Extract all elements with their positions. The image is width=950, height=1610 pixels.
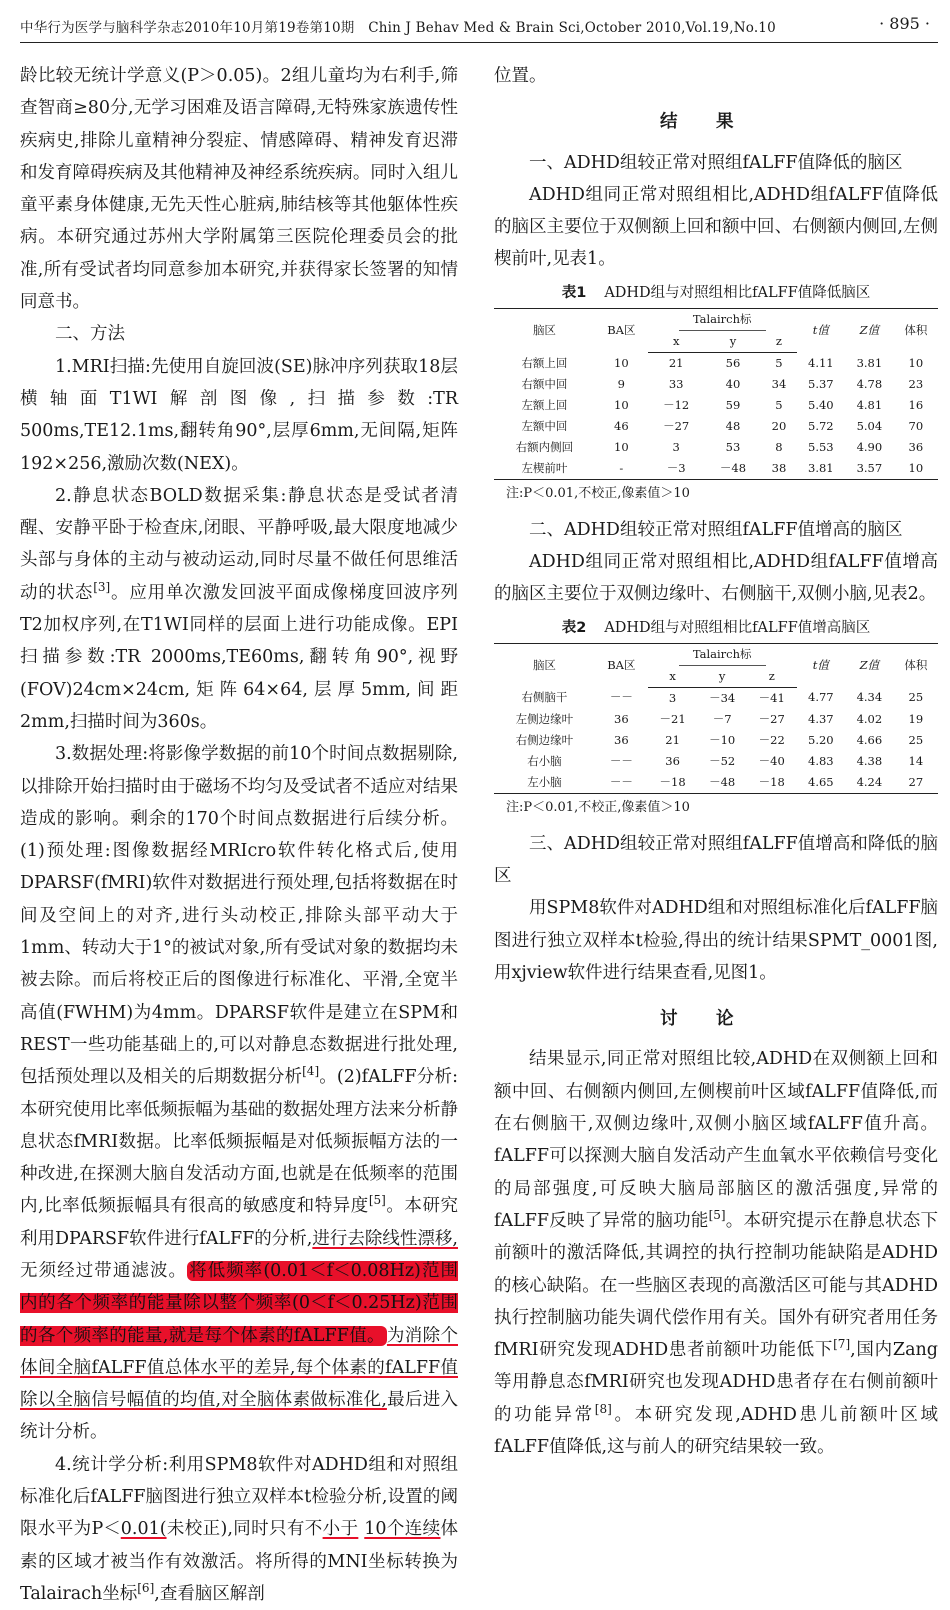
- table-row: [494, 374, 938, 395]
- table-cell: －52: [709, 753, 736, 768]
- table-cell: －34: [709, 690, 736, 705]
- paragraph-bold: 2.静息状态BOLD数据采集:静息状态是受试者清醒、安静平卧于检查床,闭眼、平静呼吸,最大限度地减少头部与身体的主动与被动运动,同时尽量不做任何思维活动的状态[3]。应用单次激发回波平面成像梯度回波序列T2加权序列,在T1WI同样的层面上进行功能成像。EPI扫描参数:TR 2000ms,TE60ms,翻转角90°,视野(FOV)24cm×24cm,矩阵64×64,层厚5mm,间距2mm,扫描时间为360s。: [20, 485, 458, 732]
- table-header: x: [648, 331, 705, 353]
- table-1: [494, 308, 938, 480]
- table-cell: 25: [908, 732, 924, 747]
- table-cell: 20: [771, 418, 787, 433]
- table-cell: 56: [725, 355, 741, 370]
- table-cell: 38: [761, 458, 796, 480]
- table-row: [494, 687, 938, 709]
- table-cell: 3: [672, 439, 680, 454]
- table-cell: 34: [771, 376, 787, 391]
- table-header: 脑区: [494, 643, 595, 687]
- page-number: · 895 ·: [879, 14, 930, 33]
- table-cell: 4.11: [808, 355, 834, 370]
- table-header: 体积: [894, 308, 938, 352]
- table-row: [494, 437, 938, 458]
- table-cell: 10: [614, 397, 629, 412]
- table-cell: －12: [663, 397, 690, 412]
- table-cell: 10: [614, 355, 629, 370]
- citation-ref: [3]: [93, 579, 111, 594]
- table-cell: 5.20: [808, 732, 834, 747]
- results-subheading-1: 一、ADHD组较正常对照组fALFF值降低的脑区: [529, 152, 903, 173]
- table-header: 脑区: [494, 308, 595, 352]
- table-row: [494, 395, 938, 416]
- highlight-underline: 为消除个体间全脑fALFF值总体水平的差异,每个体素的fALFF值除以全脑信号幅值的均值,对全脑体素做标准化,: [20, 1325, 458, 1411]
- table-cell: 40: [725, 376, 741, 391]
- table-cell: 4.90: [856, 439, 883, 454]
- table-cell: 右侧脑干: [521, 690, 568, 705]
- highlight-underline: 小于: [322, 1519, 359, 1540]
- table-cell: －－: [609, 753, 633, 768]
- left-column: [20, 60, 458, 1610]
- table-cell: 左额中回: [521, 418, 568, 433]
- table-cell: －3: [648, 458, 705, 480]
- table-2: [494, 643, 938, 794]
- table-cell: 36: [665, 753, 680, 768]
- highlight-marker: 将低频率(0.01＜f＜0.08Hz)范围内的各个频率的能量除以整个频率(0＜f＜0.25Hz)范围的各个频率的能量,就是每个体素的fALFF值。: [20, 1260, 459, 1346]
- table-cell: 4.83: [808, 753, 834, 768]
- table-cell: －7: [712, 711, 732, 726]
- table-row: [494, 751, 938, 772]
- citation-ref: [6]: [137, 1581, 155, 1596]
- table-row: [494, 772, 938, 794]
- table2-body: [494, 687, 938, 793]
- methods-heading: 二、方法: [55, 324, 125, 345]
- table-header: BA区: [595, 308, 648, 352]
- running-header: [20, 8, 938, 43]
- table-cell: 53: [725, 439, 741, 454]
- table-row: [494, 416, 938, 437]
- paragraph-subjects: 龄比较无统计学意义(P＞0.05)。2组儿童均为右利手,筛查智商≥80分,无学习困难及语言障碍,无特殊家族遗传性疾病史,排除儿童精神分裂症、情感障碍、精神发育迟滞和发育障碍疾病及其他精神及神经系统疾病。同时入组儿童平素身体健康,无先天性心脏病,肺结核等其他躯体性疾病。本研究通过苏州大学附属第三医院伦理委员会的批准,所有受试者均同意参加本研究,并获得家长签署的知情同意书。: [20, 66, 458, 313]
- highlight-underline: 0.01(: [120, 1519, 167, 1540]
- table-cell: 59: [725, 397, 741, 412]
- table-cell: 5.72: [808, 418, 834, 433]
- table-cell: 左小脑: [494, 772, 595, 794]
- table-cell: 33: [668, 376, 684, 391]
- table-cell: 3.81: [856, 355, 883, 370]
- table-cell: 4.81: [856, 397, 883, 412]
- table-cell: 27: [894, 772, 938, 794]
- table-cell: 4.66: [856, 732, 883, 747]
- table-cell: 左侧边缘叶: [515, 711, 574, 726]
- results-subheading-2: 二、ADHD组较正常对照组fALFF值增高的脑区: [529, 519, 903, 540]
- table-cell: 右额上回: [521, 355, 568, 370]
- table2-caption: 表2 ADHD组与对照组相比fALFF值增高脑区: [561, 619, 871, 636]
- results-subheading-3: 三、ADHD组较正常对照组fALFF值增高和降低的脑区: [494, 833, 938, 886]
- table-cell: 9: [617, 376, 625, 391]
- table-cell: 左楔前叶: [494, 458, 595, 480]
- table-cell: 36: [908, 439, 924, 454]
- table-cell: 23: [908, 376, 924, 391]
- citation-ref: [5]: [708, 1208, 726, 1223]
- highlight-underline: 进行去除线性漂移,: [312, 1228, 458, 1249]
- table-header: t值: [797, 643, 846, 687]
- table2-note: 注:P＜0.01,不校正,像素值＞10: [506, 799, 690, 815]
- table-cell: 5: [775, 355, 783, 370]
- table-cell: 5.04: [856, 418, 883, 433]
- table-cell: 10: [894, 458, 938, 480]
- results-heading: 结果: [660, 112, 772, 133]
- table-cell: 3.57: [845, 458, 894, 480]
- table-cell: 10: [614, 439, 629, 454]
- table-cell: －21: [659, 711, 686, 726]
- paragraph-data-processing: 3.数据处理:将影像学数据的前10个时间点数据剔除,以排除开始扫描时由于磁场不均匀及受试者不适应对结果造成的影响。剩余的170个时间点数据进行后续分析。(1)预处理:图像数据经MRIcro软件转化格式后,使用DPARSF(fMRI)软件对数据进行预处理,包括将数据在时间及空间上的对齐,进行头动校正,排除头部平动大于1mm、转动大于1°的被试对象,所有受试对象的数据均未被去除。而后将校正后的图像进行标准化、平滑,全宽半高值(FWHM)为4mm。DPARSF软件是建立在SPM和REST一些功能基础上的,可以对静息态数据进行批处理,包括预处理以及相关的后期数据分析[4]。(2)fALFF分析:本研究使用比率低频振幅为基础的数据处理方法来分析静息状态fMRI数据。比率低频振幅是对低频振幅方法的一种改进,在探测大脑自发活动方面,也就是在低频率的范围内,比率低频振幅具有很高的敏感度和特异度[5]。本研究利用DPARSF软件进行fALFF的分析,进行去除线性漂移,无须经过带通滤波。 将低频率(0.01＜f＜0.08Hz)范围内的各个频率的能量除以整个频率(0＜f＜0.25Hz)范围的各个频率的能量,就是每个体素的fALFF值。 为消除个体间全脑fALFF值总体水平的差异,每个体素的fALFF值除以全脑信号幅值的均值,对全脑体素做标准化,最后进入统计分析。: [20, 744, 459, 1443]
- journal-citation: 中华行为医学与脑科学杂志2010年10月第19卷第10期 Chin J Behav Med & Brain Sci,October 2010,Vol.19,No.10: [20, 20, 776, 36]
- highlight-underline: 10个连续: [364, 1519, 441, 1540]
- results-text-1: ADHD组同正常对照组相比,ADHD组fALFF值降低的脑区主要位于双侧额上回和额中回、右侧额内侧回,左侧楔前叶,见表1。: [494, 184, 938, 270]
- table-cell: －18: [747, 772, 797, 794]
- table-header: y: [697, 666, 747, 688]
- table-row: [494, 352, 938, 374]
- table-cell: 21: [668, 355, 684, 370]
- table-cell: 4.78: [856, 376, 883, 391]
- table-header: 体积: [894, 643, 938, 687]
- results-text-3: 用SPM8软件对ADHD组和对照组标准化后fALFF脑图进行独立双样本t检验,得出的统计结果SPMT_0001图,用xjview软件进行结果查看,见图1。: [494, 898, 938, 983]
- table-cell: 16: [908, 397, 924, 412]
- table-cell: 10: [908, 355, 924, 370]
- discussion-heading: 讨论: [660, 1009, 772, 1030]
- table-cell: 右小脑: [527, 753, 562, 768]
- table-cell: 5.53: [808, 439, 834, 454]
- table-cell: 5: [775, 397, 783, 412]
- table-row: [494, 709, 938, 730]
- table-cell: 4.24: [845, 772, 894, 794]
- table-row: [494, 458, 938, 480]
- citation-ref: [5]: [368, 1193, 386, 1208]
- table-header: y: [705, 331, 762, 353]
- table-cell: －－: [595, 772, 648, 794]
- paragraph-mri-scan: 1.MRI扫描:先使用自旋回波(SE)脉冲序列获取18层横轴面T1WI解剖图像,扫描参数:TR 500ms,TE12.1ms,翻转角90°,层厚6mm,无间隔,矩阵192×256,激励次数(NEX)。: [20, 356, 458, 474]
- citation-ref: [7]: [833, 1337, 851, 1352]
- table-cell: 48: [725, 418, 741, 433]
- continuation-text: 位置。: [494, 66, 547, 86]
- table-cell: 70: [908, 418, 924, 433]
- table-cell: 25: [908, 690, 924, 705]
- results-text-2: ADHD组同正常对照组相比,ADHD组fALFF值增高的脑区主要位于双侧边缘叶、右侧脑干,双侧小脑,见表2。: [494, 552, 938, 605]
- table-header: Talairch标: [648, 308, 797, 331]
- table-header: t值: [797, 308, 846, 352]
- table-cell: 14: [908, 753, 924, 768]
- table-cell: 右侧边缘叶: [515, 732, 574, 747]
- table-cell: 3.81: [797, 458, 846, 480]
- table-cell: －27: [663, 418, 690, 433]
- table-cell: 右额内侧回: [515, 439, 574, 454]
- paragraph-statistics: 4.统计学分析:利用SPM8软件对ADHD组和对照组标准化后fALFF脑图进行独立双样本t检验分析,设置的阈限水平为P＜0.01(未校正),同时只有不小于 10个连续体素的区域才被当作有效激活。将所得的MNI坐标转换为Talairach坐标[6],查看脑区解剖: [20, 1454, 458, 1604]
- table-header: z: [761, 331, 796, 353]
- table-cell: 3: [668, 690, 677, 705]
- table-header: Z值: [845, 308, 894, 352]
- table-cell: －41: [758, 690, 785, 705]
- table1-caption: 表1 ADHD组与对照组相比fALFF值降低脑区: [561, 284, 871, 301]
- table-cell: 左额上回: [521, 397, 568, 412]
- table-header: Z值: [845, 643, 894, 687]
- table-cell: －40: [758, 753, 785, 768]
- table-cell: 4.37: [808, 711, 834, 726]
- citation-ref: [4]: [302, 1064, 320, 1079]
- table-cell: 右额中回: [521, 376, 568, 391]
- table-cell: 8: [775, 439, 783, 454]
- table1-body: [494, 352, 938, 479]
- table-cell: 46: [614, 418, 629, 433]
- table-cell: 4.38: [856, 753, 883, 768]
- table-cell: －10: [709, 732, 736, 747]
- table-cell: 4.34: [856, 690, 883, 705]
- table-header: BA区: [595, 643, 648, 687]
- table-cell: 5.40: [808, 397, 834, 412]
- table-header: z: [747, 666, 797, 688]
- table-cell: －－: [609, 690, 633, 705]
- table-cell: 4.77: [808, 690, 834, 705]
- table-cell: -: [595, 458, 648, 480]
- table-cell: －48: [705, 458, 762, 480]
- table-cell: 36: [614, 732, 629, 747]
- table-cell: 21: [665, 732, 680, 747]
- table-cell: 19: [908, 711, 924, 726]
- table-cell: －48: [697, 772, 747, 794]
- table-cell: －22: [758, 732, 785, 747]
- table-cell: 5.37: [808, 376, 834, 391]
- table-row: [494, 730, 938, 751]
- citation-ref: [8]: [594, 1401, 612, 1416]
- discussion-text: 结果显示,同正常对照组比较,ADHD在双侧额上回和额中回、右侧额内侧回,左侧楔前叶区域fALFF值降低,而在右侧脑干,双侧边缘叶,双侧小脑区域fALFF值升高。fALFF可以探测大脑自发活动产生血氧水平依赖信号变化的局部强度,可反映大脑局部脑区的激活强度,异常的fALFF反映了异常的脑功能[5]。本研究提示在静息状态下前额叶的激活降低,其调控的执行控制功能缺陷是ADHD的核心缺陷。在一些脑区表现的高激活区可能与其ADHD执行控制脑功能失调代偿作用有关。国外有研究者用任务fMRI研究发现ADHD患者前额叶功能低下[7],国内Zang等用静息态fMRI研究也发现ADHD患者存在右侧前额叶的功能异常[8]。本研究发现,ADHD患儿前额叶区域fALFF值降低,这与前人的研究结果较一致。: [494, 1049, 938, 1458]
- right-column: [494, 60, 938, 1463]
- table-header: Talairch标: [648, 643, 797, 666]
- table1-note: 注:P＜0.01,不校正,像素值＞10: [506, 485, 690, 501]
- table-cell: 4.02: [856, 711, 883, 726]
- table-header: x: [648, 666, 698, 688]
- table-cell: 36: [614, 711, 629, 726]
- table-cell: －18: [648, 772, 698, 794]
- table-cell: －27: [758, 711, 785, 726]
- table-cell: 4.65: [797, 772, 846, 794]
